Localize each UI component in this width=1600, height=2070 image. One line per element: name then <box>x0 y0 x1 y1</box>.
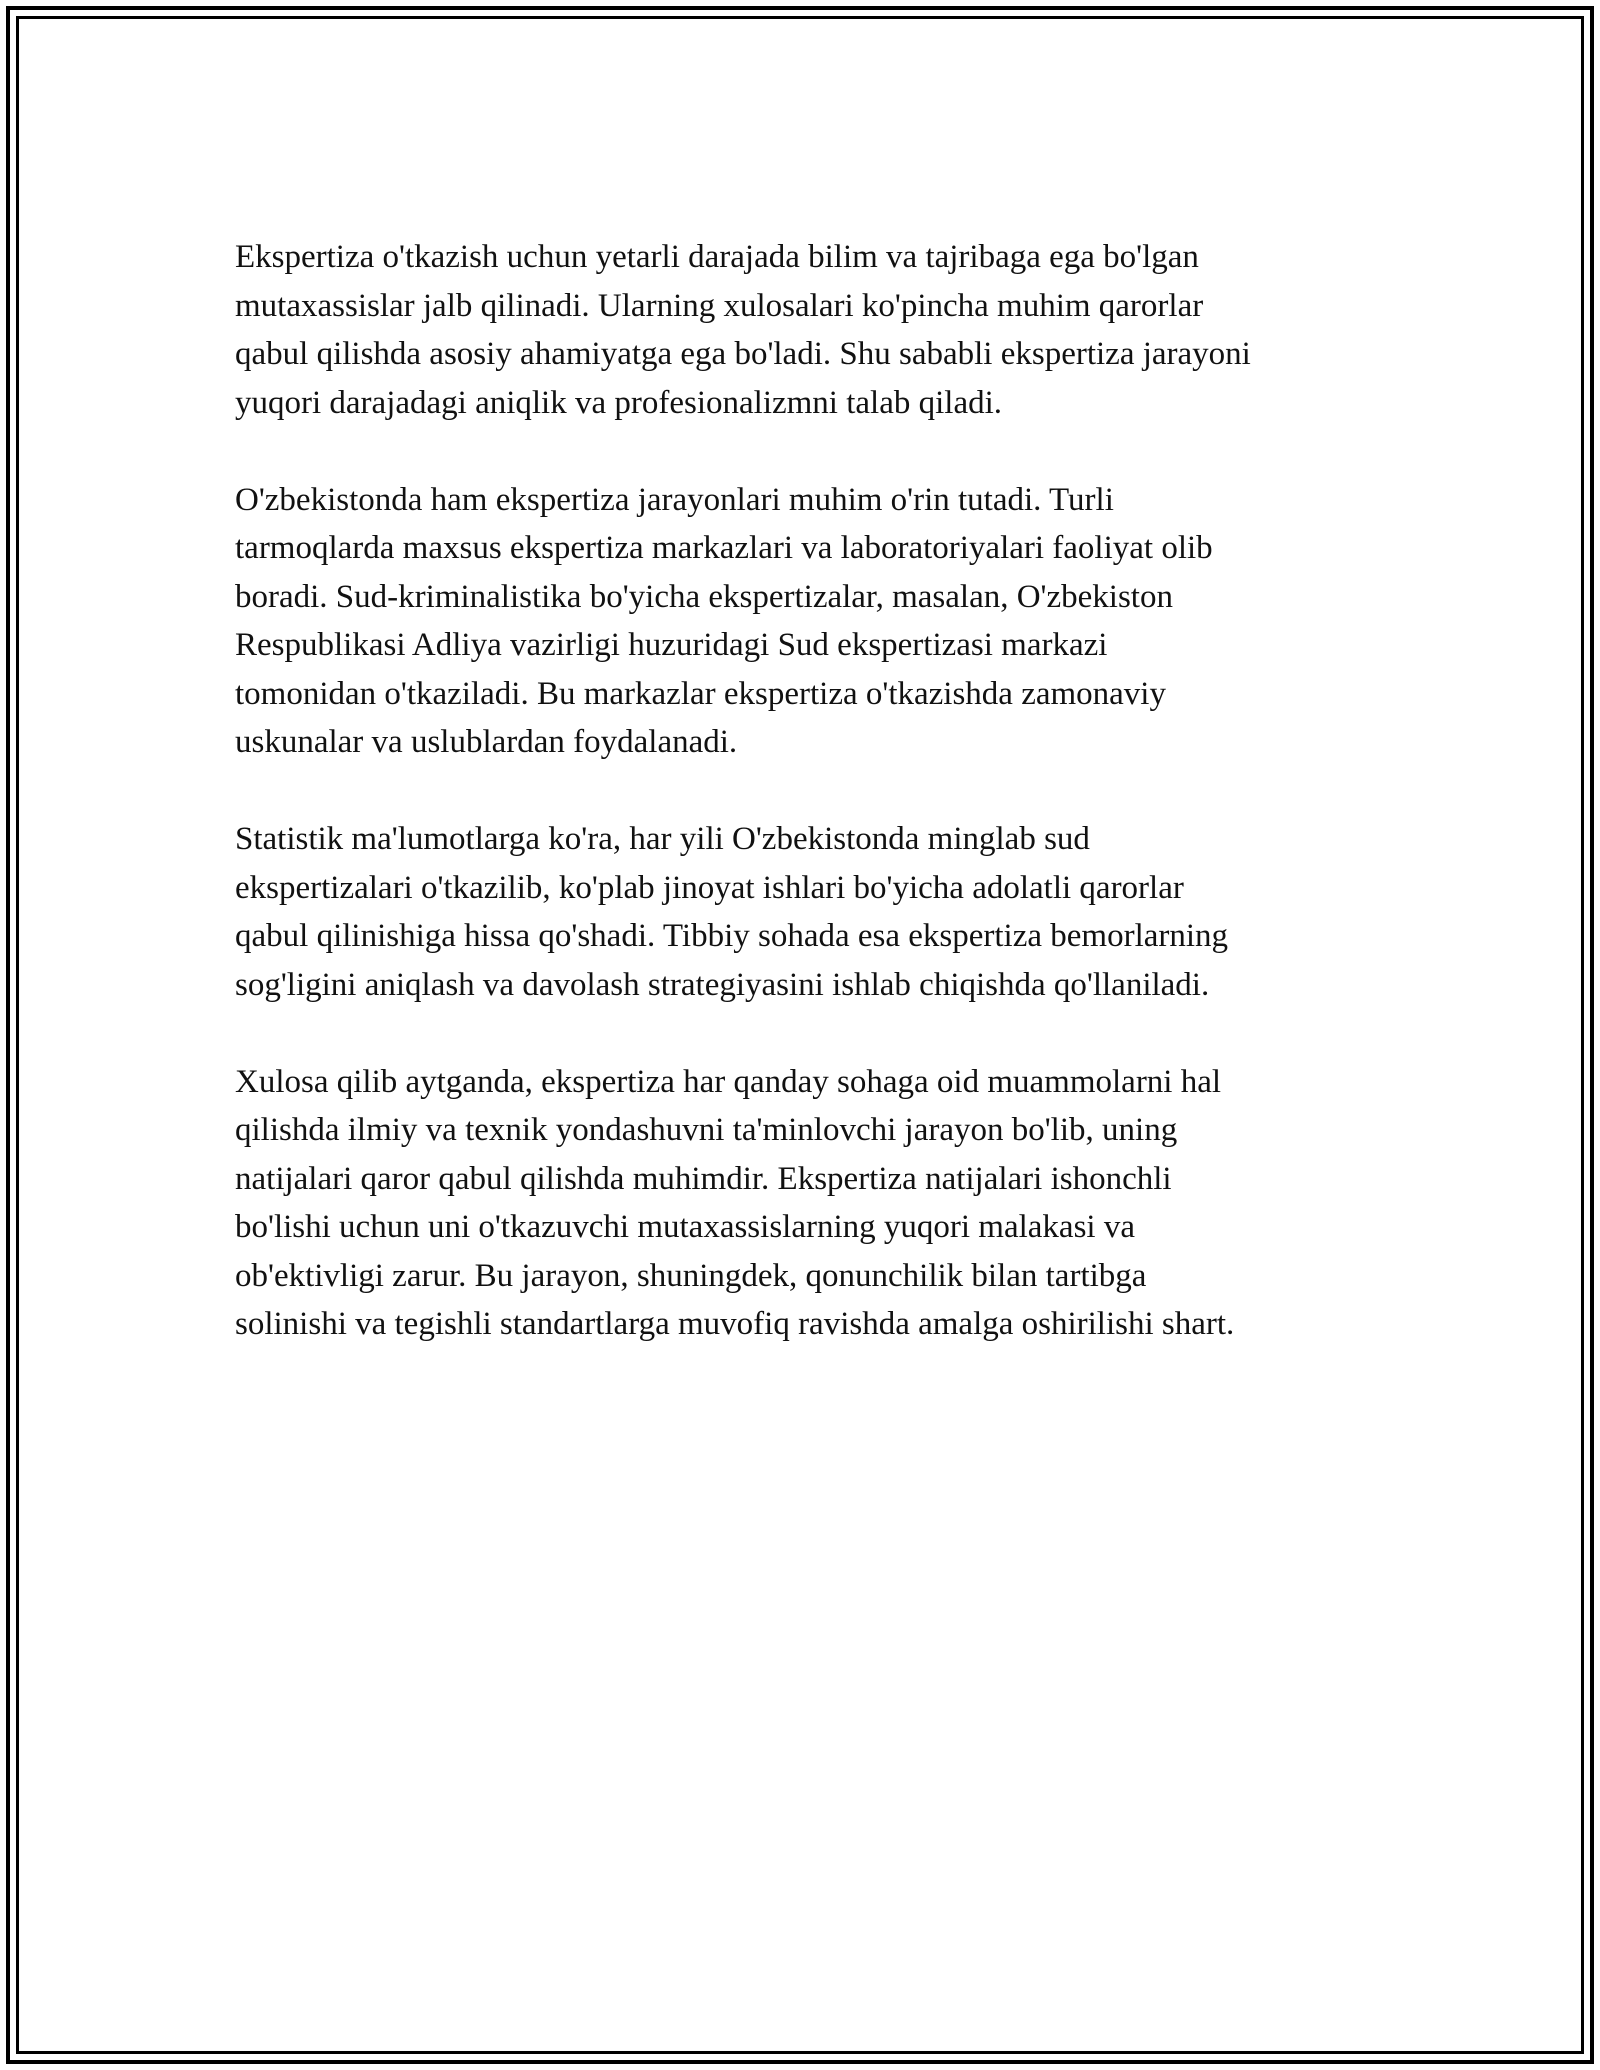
paragraph-uzbekistan-expertise: O'zbekistonda ham ekspertiza jarayonlari muhim o'rin tutadi. Turli tarmoqlarda maxsus ekspertiza markazlari va laboratoriyalari faoliyat olib boradi. Sud-kriminalistika bo'yicha ekspertizalar, masalan, O'zbekiston Respublikasi Adliya vazirligi huzuridagi Sud ekspertizasi markazi tomonidan o'tkaziladi. Bu markazlar ekspertiza o'tkazishda zamonaviy uskunalar va uslublardan foydalanadi. <box>235 481 1213 760</box>
paragraph-statistics: Statistik ma'lumotlarga ko'ra, har yili O'zbekistonda minglab sud ekspertizalari o'tkazilib, ko'plab jinoyat ishlari bo'yicha adolatli qarorlar qabul qilinishiga hissa qo'shadi. Tibbiy sohada esa ekspertiza bemorlarning sog'ligini aniqlash va davolash strategiyasini ishlab chiqishda qo'llaniladi. <box>235 821 1229 1003</box>
paragraph-expert-selection: Ekspertiza o'tkazish uchun yetarli darajada bilim va tajribaga ega bo'lgan mutaxassislar jalb qilinadi. Ularning xulosalari ko'pincha muhim qarorlar qabul qilishda asosiy ahamiyatga ega bo'ladi. Shu sababli ekspertiza jarayoni yuqori darajadagi aniqlik va profesionalizmni talab qiladi. <box>235 239 1251 421</box>
paragraph-conclusion: Xulosa qilib aytganda, ekspertiza har qanday sohaga oid muammolarni hal qilishda ilmiy va texnik yondashuvni ta'minlovchi jarayon bo'lib, uning natijalari qaror qabul qilishda muhimdir. Ekspertiza natijalari ishonchli bo'lishi uchun uni o'tkazuvchi mutaxassislarning yuqori malakasi va ob'ektivligi zarur. Bu jarayon, shuningdek, qonunchilik bilan tartibga solinishi va tegishli standartlarga muvofiq ravishda amalga oshirilishi shart. <box>235 1063 1235 1342</box>
document-body <box>235 233 1385 1397</box>
